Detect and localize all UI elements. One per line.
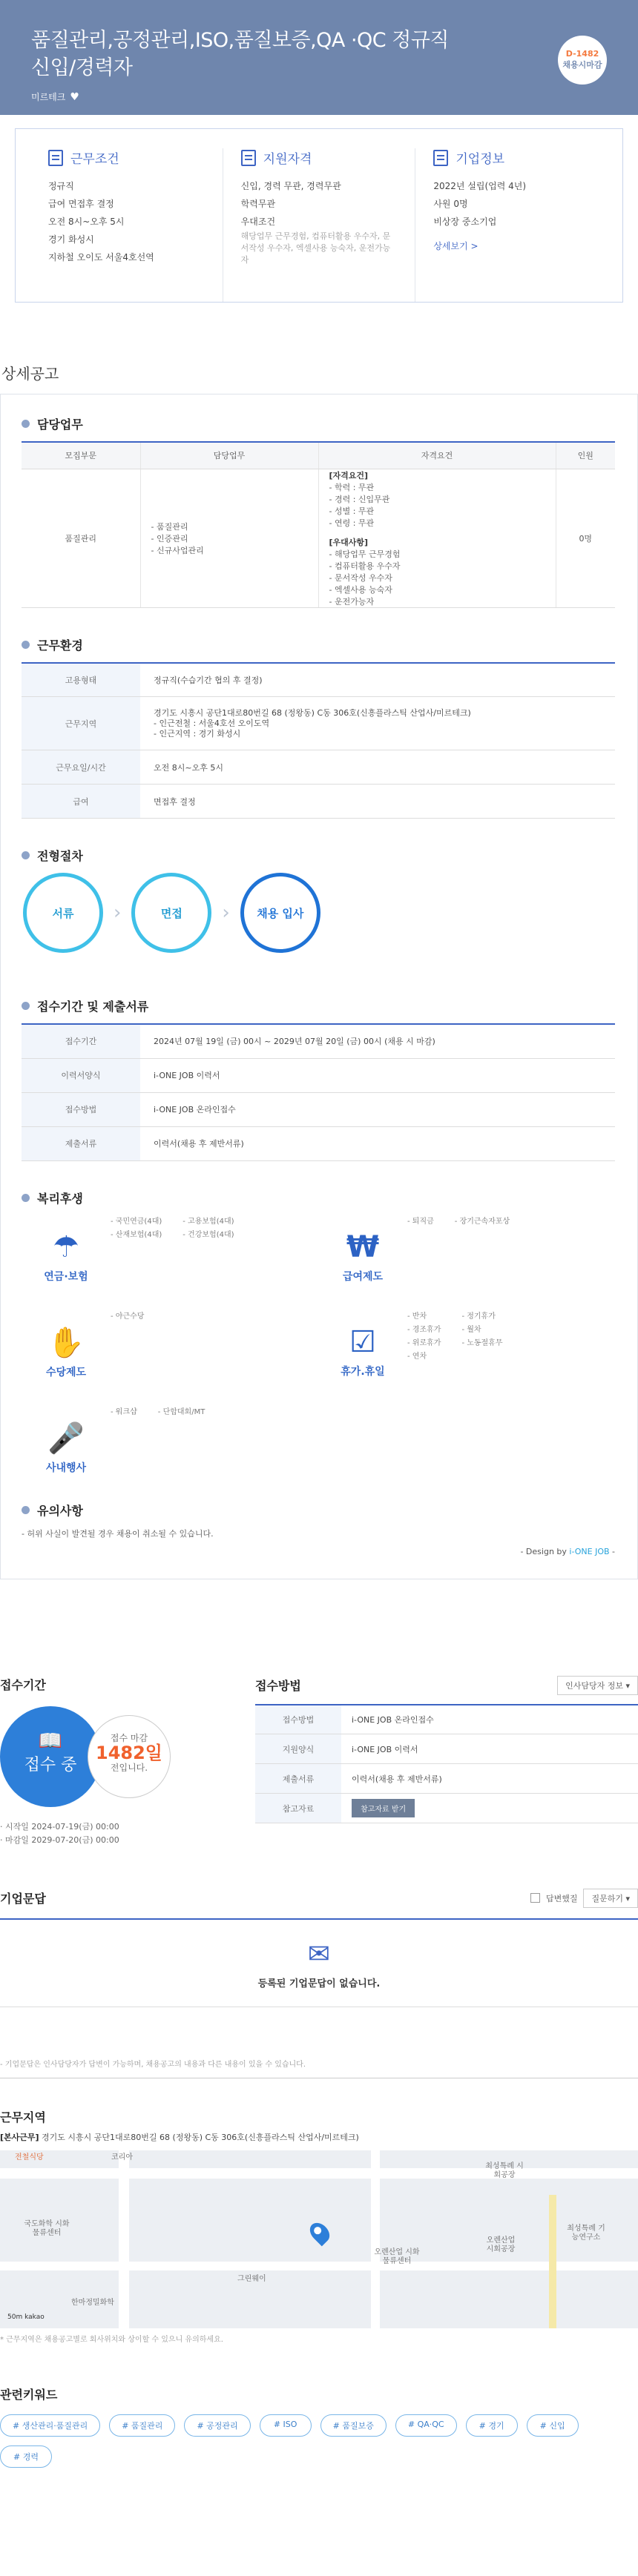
answered-checkbox[interactable] [530,1893,540,1903]
method-key: 제출서류 [255,1764,341,1794]
person-icon [241,150,256,166]
map-label: 코리아 [111,2153,133,2161]
company-heading [433,148,590,167]
period-panel [0,1676,245,1847]
welfare-label: 휴가.휴일 [341,1365,385,1378]
heart-icon[interactable]: ♥ [70,90,79,103]
map-label: 한마정밀화학 [71,2298,114,2307]
welfare-items [111,1215,318,1284]
map-note: * 근무지역은 채용공고별로 회사위치와 상이할 수 있으니 유의하세요. [0,2335,223,2344]
company-detail-link[interactable]: 상세보기 > [433,241,479,251]
apply-title: 접수기간 및 제출서류 [37,1000,149,1014]
welfare-item: - 장기근속자포상 [454,1217,510,1226]
welfare-label: 연금·보험 [44,1270,88,1283]
process-step: 서류 [23,873,103,953]
apply-value: i-ONE JOB 이력서 [140,1058,615,1092]
period-dates [0,1820,245,1847]
period-title: 접수기간 [0,1677,46,1692]
pref-item: - 엑셀사용 능숙자 [329,584,392,595]
qualification-item: 우대조건 [240,217,276,227]
duty-header: 인원 [556,442,615,469]
deadline-days: 1482일 [96,1742,162,1763]
map-scale: 50m kakao [7,2313,45,2321]
map-road [371,2150,380,2328]
apply-key: 제출서류 [22,1126,140,1160]
welfare-item: - 정기휴가 [461,1312,496,1321]
env-table [22,662,615,819]
method-panel [255,1676,638,1847]
caution-text: - 허위 사실이 발견될 경우 채용이 취소될 수 있습니다. [22,1528,214,1539]
pref-title: [우대사항] [329,537,369,547]
method-value: i-ONE JOB 온라인접수 [341,1705,638,1734]
env-value: 정규직(수습기간 협의 후 결정) [140,663,615,697]
deadline-badge [88,1715,171,1798]
hr-contact-dropdown[interactable]: 인사담당자 정보 ▾ [557,1676,638,1695]
env-title: 근무환경 [37,638,83,653]
map-road [119,2150,129,2328]
bullet-icon [22,1002,30,1010]
qna-empty [0,1918,638,2007]
welfare-block [318,1215,615,1310]
apply-key: 접수방법 [22,1092,140,1126]
process-step: 채용 입사 [240,873,320,953]
end-date: · 마감일 2029-07-20(금) 00:00 [0,1834,119,1845]
apply-key: 접수기간 [22,1024,140,1058]
welfare-block [22,1406,318,1502]
env-value: 면접후 결정 [140,785,615,819]
welfare-items [111,1310,318,1379]
env-heading [22,636,615,653]
bullet-icon [22,641,30,649]
summary-box [15,128,623,303]
map-label: 오렌산업 시회공장 [486,2236,516,2253]
chevron-right-icon: › [114,902,122,924]
company-row [31,90,605,103]
download-reference-button[interactable]: 참고자료 받기 [352,1799,415,1817]
duty-header: 자격요건 [318,442,556,469]
welfare-label-box [22,1406,111,1475]
qna-top [0,1889,638,1908]
map-road [549,2195,556,2328]
status-text: 접수 중 [24,1755,77,1774]
welfare-item: - 위로휴가 [407,1338,441,1347]
address-text: 경기도 시흥시 공단1대로80번길 68 (정왕동) C동 306호(신흥플라스틱 산업사/미르테크) [39,2132,359,2142]
start-date: · 시작일 2024-07-19(금) 00:00 [0,1821,119,1832]
caution-title: 유의사항 [37,1503,83,1518]
method-key: 지원양식 [255,1734,341,1764]
env-key: 급여 [22,785,140,819]
welfare-block [318,1310,615,1406]
welfare-label-box [318,1310,407,1379]
calendar-icon: ☑ [349,1324,376,1359]
keyword-tag[interactable]: # 경기 [466,2414,518,2437]
method-key: 접수방법 [255,1705,341,1734]
apply-value: 이력서(채용 후 제반서류) [140,1126,615,1160]
welfare-label: 급여제도 [342,1270,384,1283]
location-pin-icon [306,2219,334,2246]
welfare-label-box [318,1215,407,1284]
method-key: 참고자료 [255,1794,341,1823]
map-label: 국도화학 시화물류센터 [24,2219,70,2237]
conditions-heading [48,148,205,167]
bullet-icon [22,1194,30,1202]
env-value-location [140,697,615,750]
dday-label: 채용시마감 [562,60,602,70]
welfare-block [22,1215,318,1310]
summary-qualification [223,148,416,302]
env-key: 근무요일/시간 [22,750,140,785]
env-key: 근무지역 [22,697,140,750]
method-value: 이력서(채용 후 제반서류) [341,1764,638,1794]
welfare-item: - 월차 [461,1325,481,1334]
duty-header: 담당업무 [140,442,318,469]
job-title [31,27,605,82]
dday-count: D-1482 [565,49,599,59]
bullet-icon [22,851,30,859]
location-address-line [0,2131,638,2143]
task-item: - 신규사업관리 [151,545,204,555]
location-section [0,2108,638,2344]
welfare-items [407,1215,615,1284]
req-item: - 경력 : 신입무관 [329,494,390,504]
pref-item: - 문서작성 우수자 [329,572,392,583]
welfare-label-box [22,1310,111,1379]
keyword-tag[interactable]: # 품질관리 [109,2414,175,2437]
location-title: 근무지역 [0,2110,46,2124]
welfare-items [111,1406,318,1475]
pension-icon: ☂ [53,1229,79,1264]
welfare-item: - 건강보험(4대) [182,1230,234,1239]
qna-section [0,1889,638,2007]
location-area: - 인근지역 : 경기 화성시 [154,728,241,739]
method-value [341,1794,638,1823]
apply-value: i-ONE JOB 온라인접수 [140,1092,615,1126]
allowance-icon: ✋ [47,1325,85,1360]
map-label: 최성특례 기능연구소 [567,2224,605,2242]
bullet-icon [22,1506,30,1514]
method-table [255,1704,638,1824]
welfare-heading [22,1189,615,1206]
deadline-label: 접수 마감 [110,1732,148,1743]
qualification-heading [241,148,398,167]
qualification-title: 지원자격 [263,152,312,167]
salary-icon: ₩ [346,1229,380,1264]
bullet-icon [22,420,30,428]
req-item: - 성별 : 무관 [329,506,375,516]
welfare-label: 수당제도 [45,1366,87,1378]
design-credit [22,1547,615,1556]
envelope-icon: ✉ [307,1938,331,1969]
map-label: 오렌산업 시화물류센터 [374,2248,420,2265]
env-value: 오전 8시~오후 5시 [140,750,615,785]
process-title: 전형절차 [37,849,83,863]
pref-item: - 컴퓨터활용 우수자 [329,561,401,571]
condition-item: 오전 8시~오후 5시 [48,217,125,227]
status-badge [0,1706,101,1807]
address-tag: [본사근무] [0,2132,39,2142]
conditions-title: 근무조건 [70,152,119,167]
apply-key: 이력서양식 [22,1058,140,1092]
building-icon [433,150,448,166]
process-steps [23,873,615,953]
period-circles [0,1706,245,1807]
deadline-suffix: 전입니다. [110,1762,148,1773]
caution-heading [22,1502,615,1519]
document-icon [48,150,63,166]
company-name[interactable]: 미르테크 [31,92,66,102]
duty-header: 모집부문 [22,442,140,469]
welfare-item: - 산재보험(4대) [111,1230,162,1239]
keyword-tag[interactable]: # 품질보증 [320,2414,387,2437]
qualification-item: 학력무관 [240,199,276,209]
pref-item: - 운전가능자 [329,596,375,607]
answered-label: 답변했질 [545,1893,578,1903]
duty-part: 품질관리 [22,469,140,607]
dday-badge [558,36,607,85]
method-top [255,1676,638,1695]
duty-title: 담당업무 [37,417,83,432]
duty-tasks [140,469,318,607]
env-key: 고용형태 [22,663,140,697]
qna-note: - 기업문답은 인사담당자가 답변이 가능하며, 채용공고의 내용과 다른 내용이 있을 수 있습니다. [0,2060,306,2069]
req-title: [자격요건] [329,470,369,480]
company-item: 2022년 설립(업력 4년) [433,181,527,191]
welfare-item: - 고용보험(4대) [182,1217,234,1226]
keyword-list [0,2414,638,2468]
keyword-tag[interactable]: # ISO [260,2414,312,2437]
welfare-block [22,1310,318,1406]
keyword-tag[interactable]: # 신입 [527,2414,579,2437]
title-line-1: 품질관리,공정관리,ISO,품질보증,QA ·QC 정규직 [31,29,449,52]
method-title: 접수방법 [255,1679,301,1693]
qualification-item: 신입, 경력 무관, 경력무관 [240,181,341,191]
welfare-item: - 퇴직금 [407,1217,434,1226]
keywords-section [0,2385,638,2468]
task-item: - 품질관리 [151,521,188,532]
location-address: 경기도 시흥시 공단1대로80번길 68 (정왕동) C동 306호(신흥플라스틱 산업사/미르테크) [154,707,471,718]
pref-item: - 해당업무 근무경험 [329,549,401,559]
condition-item: 경기 화성시 [48,234,94,245]
keyword-tag[interactable]: # QA·QC [395,2414,457,2437]
qna-empty-text: 등록된 기업문답이 없습니다. [257,1978,381,1989]
apply-heading [22,997,615,1014]
condition-item: 지하철 오이도 서울4호선역 [48,252,154,262]
welfare-item: - 단합대회/MT [157,1407,205,1416]
book-icon: 📖 [38,1729,63,1752]
method-value: i-ONE JOB 이력서 [341,1734,638,1764]
job-header [0,0,638,115]
detail-box [0,394,638,1579]
req-item: - 학력 : 무관 [329,482,375,492]
keyword-tag[interactable]: # 공정관리 [184,2414,250,2437]
map-label: 그린웨이 [237,2274,266,2283]
welfare-title: 복리후생 [37,1191,83,1206]
duty-requirements [318,469,556,607]
welfare-items [407,1310,615,1379]
company-title: 기업정보 [456,152,505,167]
welfare-item: - 노동절휴무 [461,1338,503,1347]
welfare-item: - 국민연금(4대) [111,1217,162,1226]
chevron-right-icon: › [222,902,230,924]
summary-conditions [30,148,223,302]
task-item: - 인증관리 [151,533,188,544]
duty-heading [22,415,615,432]
duty-count: 0명 [556,469,615,607]
duty-table [22,441,615,608]
condition-item: 정규직 [48,181,74,191]
keywords-title: 관련키워드 [0,2387,58,2402]
map-road [0,2168,638,2179]
apply-table [22,1023,615,1161]
welfare-item: - 워크샵 [111,1407,137,1416]
title-line-2: 신입/경력자 [31,56,133,79]
company-item: 사원 0명 [433,199,468,209]
design-suffix: - [609,1546,615,1556]
welfare-item: - 야근수당 [111,1312,145,1321]
summary-company [415,148,608,302]
design-prefix: - Design by [520,1546,570,1556]
map-label: 전철식당 [15,2153,44,2161]
map-road [0,2262,638,2270]
apply-value: 2024년 07월 19일 (금) 00시 ~ 2029년 07월 20일 (금) 00시 (채용 시 마감) [140,1024,615,1058]
welfare-item: - 반차 [407,1312,427,1321]
apply-summary [0,1676,638,1847]
mic-icon: 🎤 [47,1421,85,1456]
condition-item: 급여 면접후 결정 [48,199,114,209]
welfare-item: - 경조휴가 [407,1325,441,1334]
map[interactable] [0,2150,638,2328]
design-brand: i-ONE JOB [569,1546,610,1556]
keyword-tag[interactable]: # 경력 [0,2445,52,2468]
detail-title: 상세공고 [1,365,59,383]
map-label: 최성특례 시회공장 [485,2161,524,2179]
ask-question-dropdown[interactable]: 질문하기 ▾ [583,1889,638,1908]
qna-title: 기업문답 [0,1892,46,1906]
welfare-label: 사내행사 [45,1462,87,1474]
process-heading [22,847,615,864]
keyword-tag[interactable]: # 생산관리·품질관리 [0,2414,100,2437]
company-item: 비상장 중소기업 [433,217,497,227]
process-step: 면접 [131,873,211,953]
welfare-grid [22,1215,615,1502]
welfare-item: - 연차 [407,1352,427,1361]
welfare-label-box [22,1215,111,1284]
qualification-sub: 해당업무 근무경험, 컴퓨터활용 우수자, 문서작성 우수자, 엑셀사용 능숙자, 운전가능자 [240,231,391,265]
qna-controls [530,1889,638,1908]
req-item: - 연령 : 무관 [329,518,375,528]
location-subway: - 인근전철 : 서울4호선 오이도역 [154,718,270,728]
